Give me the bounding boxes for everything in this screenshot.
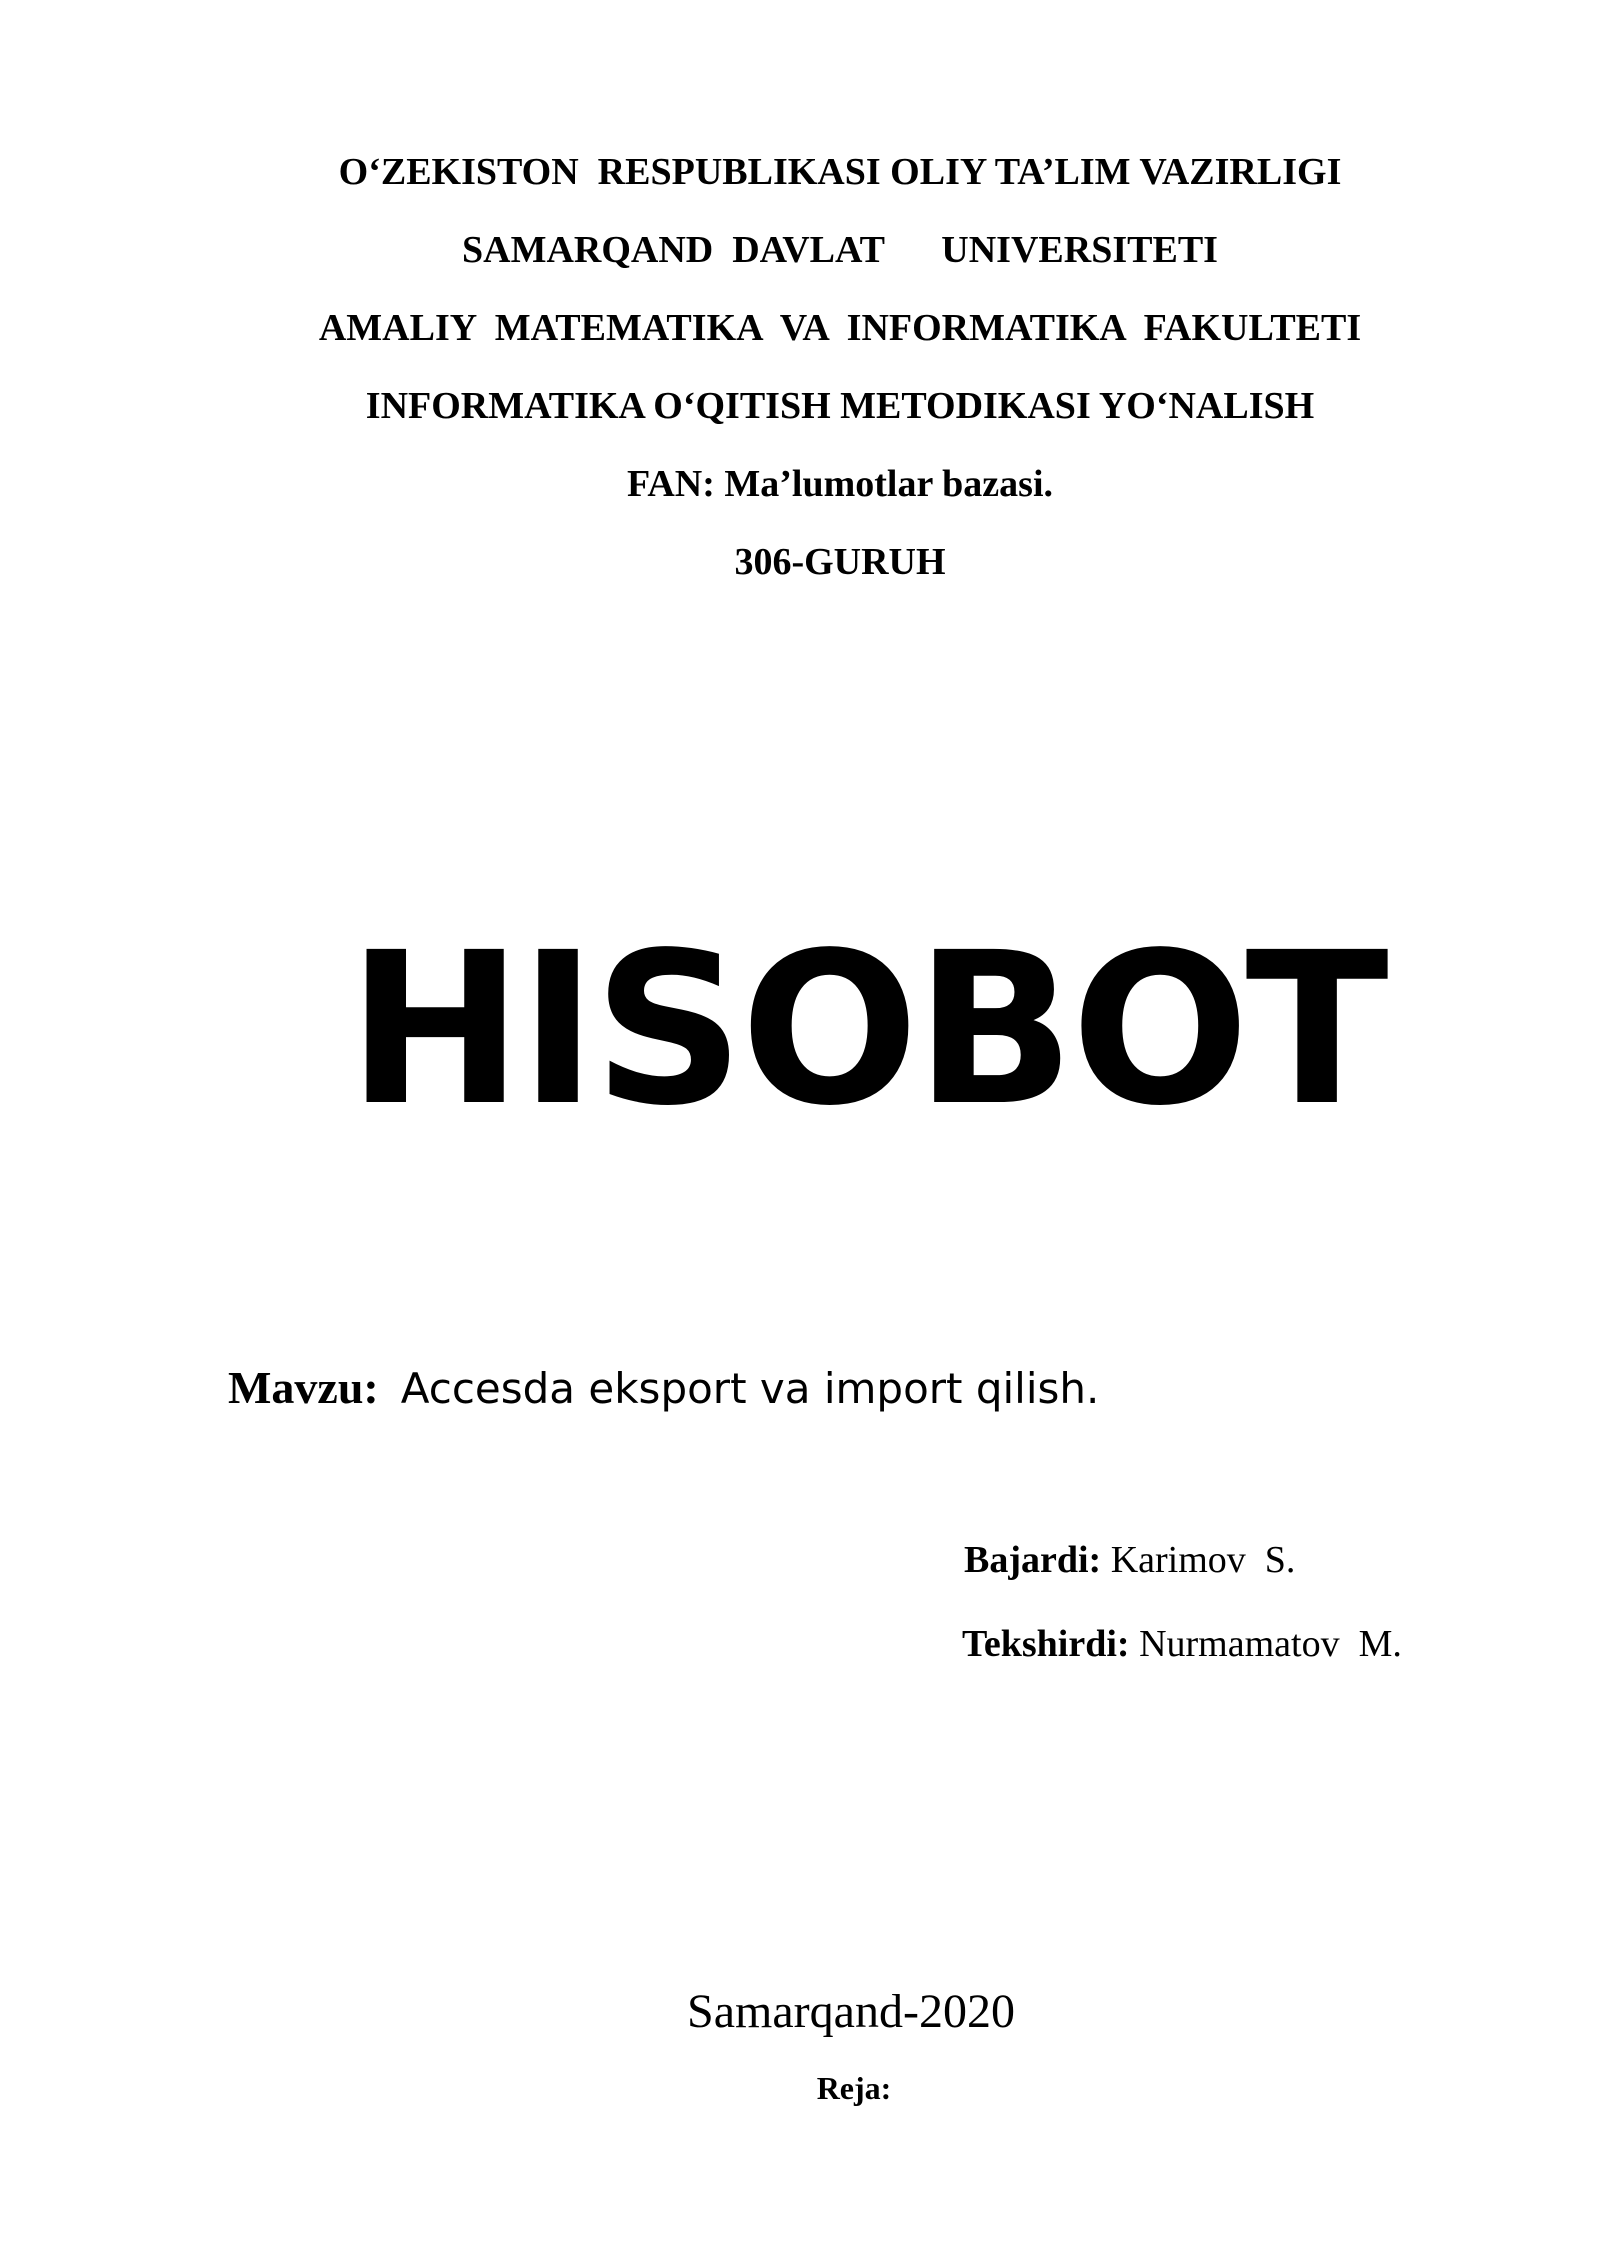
performed-by-name: Karimov S. <box>1110 1539 1296 1581</box>
performed-by-label: Bajardi: <box>964 1539 1102 1581</box>
direction-heading: INFORMATIKA O‘QITISH METODIKASI YO‘NALISH <box>365 385 1315 427</box>
plan-label: Reja: <box>816 2070 892 2106</box>
topic-label: Mavzu: <box>228 1362 379 1413</box>
city-year: Samarqand-2020 <box>687 1985 1015 2038</box>
ministry-heading: O‘ZEKISTON RESPUBLIKASI OLIY TA’LIM VAZIRLIGI <box>338 151 1342 193</box>
faculty-heading: AMALIY MATEMATIKA VA INFORMATIKA FAKULTETI <box>318 307 1362 349</box>
subject-heading: FAN: Ma’lumotlar bazasi. <box>626 463 1054 505</box>
checked-by-line <box>962 1621 1402 1667</box>
topic-line <box>228 1360 1099 1417</box>
checked-by-label: Tekshirdi: <box>962 1623 1130 1665</box>
checked-by-name: Nurmamatov M. <box>1139 1623 1402 1665</box>
group-heading: 306-GURUH <box>734 541 946 583</box>
topic-value: Accesda eksport va import qilish. <box>400 1364 1100 1413</box>
document-title: HISOBOT <box>347 907 1385 1152</box>
performed-by-line <box>964 1537 1295 1583</box>
university-heading: SAMARQAND DAVLAT UNIVERSITETI <box>462 229 1218 271</box>
